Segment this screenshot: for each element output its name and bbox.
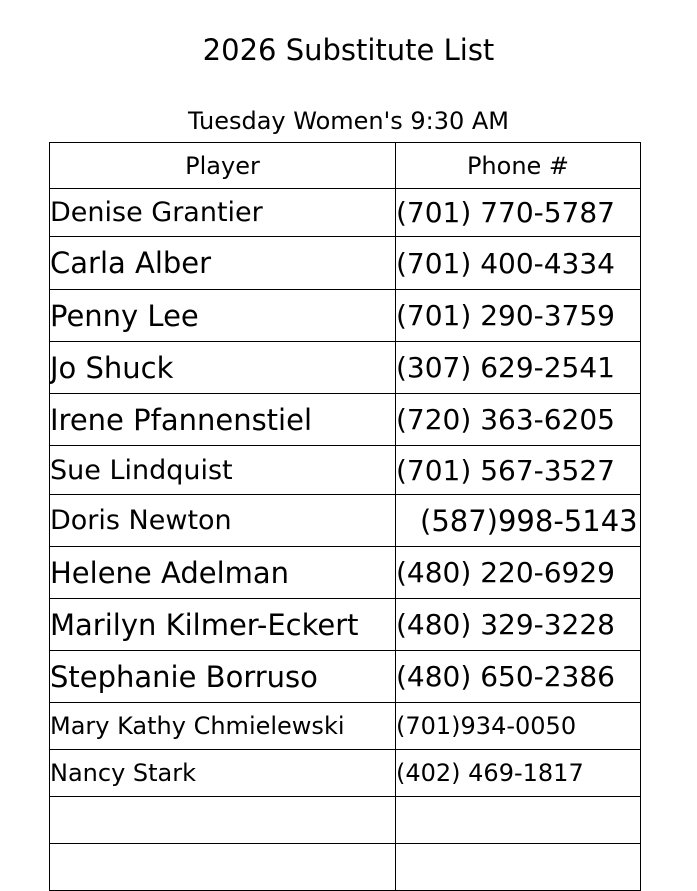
page-title: 2026 Substitute List [202, 33, 495, 67]
player-phone [396, 797, 641, 844]
player-name: Stephanie Borruso [50, 651, 396, 703]
table-row [50, 394, 641, 446]
player-name: Helene Adelman [50, 547, 396, 599]
table-row-empty [50, 797, 641, 844]
player-phone: (480) 650-2386 [396, 651, 641, 703]
table-row [50, 290, 641, 342]
page-subtitle: Tuesday Women's 9:30 AM [187, 107, 509, 135]
table-row [50, 599, 641, 651]
table-row [50, 651, 641, 703]
player-name: Sue Lindquist [50, 446, 396, 495]
substitute-table [49, 142, 641, 891]
player-phone: (307) 629-2541 [396, 342, 641, 394]
table-row [50, 342, 641, 394]
player-name: Jo Shuck [50, 342, 396, 394]
player-phone: (701) 400-4334 [396, 237, 641, 290]
player-phone: (720) 363-6205 [396, 394, 641, 446]
player-name: Irene Pfannenstiel [50, 394, 396, 446]
table-row [50, 237, 641, 290]
table-row [50, 495, 641, 547]
player-name: Nancy Stark [50, 750, 396, 797]
table-row [50, 189, 641, 237]
player-name: Penny Lee [50, 290, 396, 342]
table-header-row [50, 143, 641, 189]
player-name: Carla Alber [50, 237, 396, 290]
player-phone: (587)998-5143 [396, 495, 641, 547]
player-column-header: Player [50, 143, 396, 189]
player-phone: (402) 469-1817 [396, 750, 641, 797]
player-phone: (701) 770-5787 [396, 189, 641, 237]
player-phone: (701) 567-3527 [396, 446, 641, 495]
table-row [50, 547, 641, 599]
player-phone: (480) 329-3228 [396, 599, 641, 651]
player-name: Marilyn Kilmer-Eckert [50, 599, 396, 651]
table-row [50, 750, 641, 797]
player-name: Denise Grantier [50, 189, 396, 237]
player-phone: (480) 220-6929 [396, 547, 641, 599]
phone-column-header: Phone # [396, 143, 641, 189]
player-name [50, 844, 396, 891]
player-phone [396, 844, 641, 891]
player-phone: (701)934-0050 [396, 703, 641, 750]
table-row-empty [50, 844, 641, 891]
player-name: Mary Kathy Chmielewski [50, 703, 396, 750]
player-name [50, 797, 396, 844]
player-phone: (701) 290-3759 [396, 290, 641, 342]
table-row [50, 703, 641, 750]
player-name: Doris Newton [50, 495, 396, 547]
table-row [50, 446, 641, 495]
